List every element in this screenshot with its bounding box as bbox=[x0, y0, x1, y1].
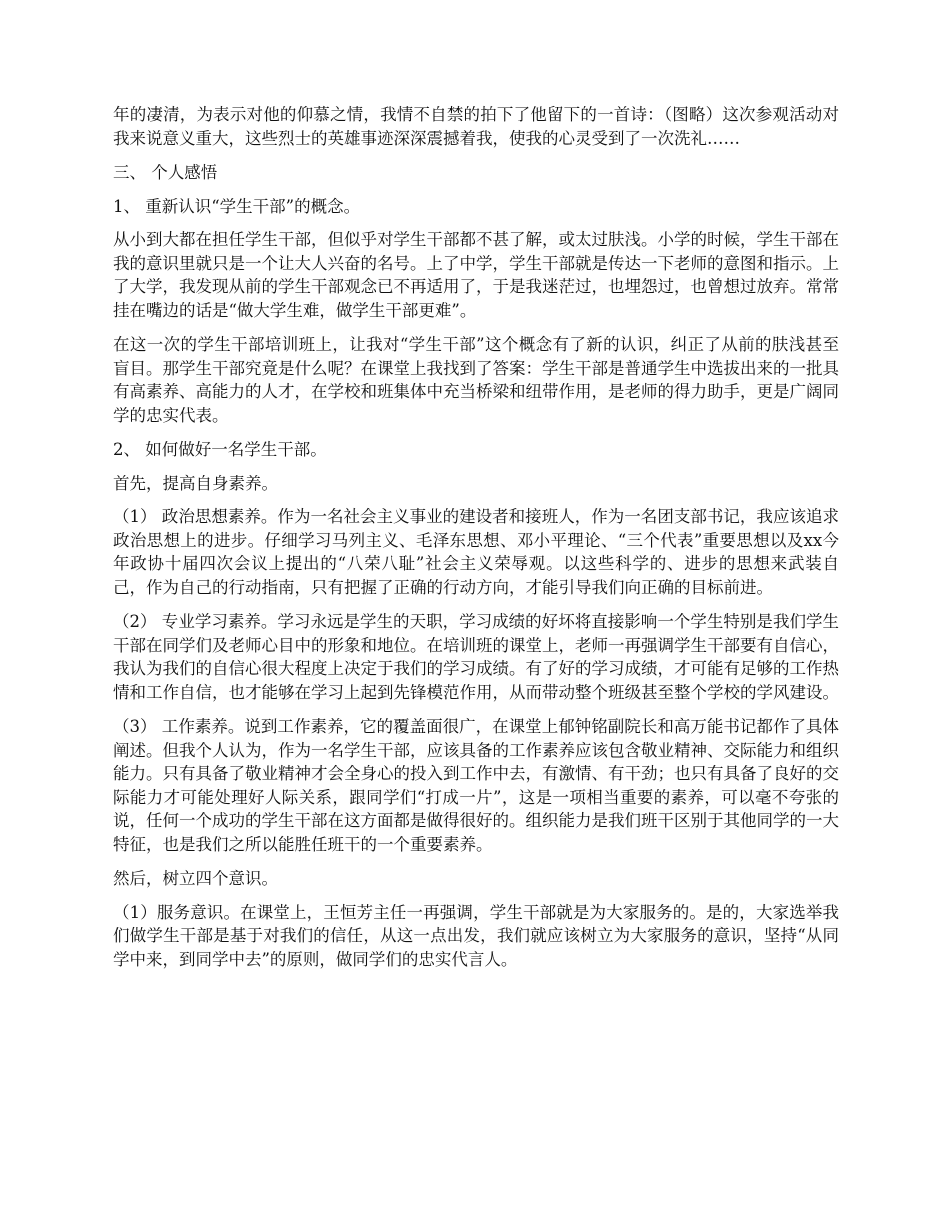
paragraph-work-quality: （3） 工作素养。说到工作素养，它的覆盖面很广，在课堂上郁钟铭副院长和高万能书记都作了具体阐述。但我个人认为，作为一名学生干部，应该具备的工作素养应该包含敬业精神、交际能力和组织能力。只有具备了敬业精神才会全身心的投入到工作中去，有激情、有干劲；也只有具备了良好的交际能力才可能处理好人际关系，跟同学们“打成一片”，这是一项相当重要的素养，可以毫不夸张的说，任何一个成功的学生干部在这方面都是做得很好的。组织能力是我们班干区别于其他同学的一大特征，也是我们之所以能胜任班干的一个重要素养。 bbox=[113, 717, 839, 854]
paragraph-continuation: 年的凄清，为表示对他的仰慕之情，我情不自禁的拍下了他留下的一首诗：（图略）这次参观活动对我来说意义重大，这些烈士的英雄事迹深深震撼着我，使我的心灵受到了一次洗礼…… bbox=[113, 105, 839, 148]
paragraph-past-understanding: 从小到大都在担任学生干部，但似乎对学生干部都不甚了解，或太过肤浅。小学的时候，学生干部在我的意识里就只是一个让大人兴奋的名号。上了中学，学生干部就是传达一下老师的意图和指示。上了大学，我发现从前的学生干部观念已不再适用了，于是我迷茫过，也埋怨过，也曾想过放弃。常常挂在嘴边的话是“做大学生难，做学生干部更难”。 bbox=[113, 230, 839, 320]
paragraph-new-understanding: 在这一次的学生干部培训班上，让我对“学生干部”这个概念有了新的认识，纠正了从前的肤浅甚至盲目。那学生干部究竟是什么呢？在课堂上我找到了答案：学生干部是普通学生中选拔出来的一批具有高素养、高能力的人才，在学校和班集体中充当桥梁和纽带作用，是老师的得力助手，更是广阔同学的忠实代表。 bbox=[113, 335, 839, 425]
paragraph-service-awareness: （1）服务意识。在课堂上，王恒芳主任一再强调，学生干部就是为大家服务的。是的，大家选举我们做学生干部是基于对我们的信任，从这一点出发，我们就应该树立为大家服务的意识，坚持“从同学中来，到同学中去”的原则，做同学们的忠实代言人。 bbox=[113, 902, 839, 969]
paragraph-political-quality: （1） 政治思想素养。作为一名社会主义事业的建设者和接班人，作为一名团支部书记，我应该追求政治思想上的进步。仔细学习马列主义、毛泽东思想、邓小平理论、“三个代表”重要思想以及xx今年政协十届四次会议上提出的“八荣八耻”社会主义荣辱观。以这些科学的、进步的思想来武装自己，作为自己的行动指南，只有把握了正确的行动方向，才能引导我们向正确的目标前进。 bbox=[113, 507, 839, 597]
section-heading-personal-insights: 三、 个人感悟 bbox=[113, 163, 218, 182]
subheading-student-cadre-concept: 1、 重新认识“学生干部”的概念。 bbox=[113, 196, 361, 216]
paragraph-then-four-awareness: 然后，树立四个意识。 bbox=[113, 869, 278, 888]
subheading-how-to-be-cadre: 2、 如何做好一名学生干部。 bbox=[113, 440, 327, 459]
paragraph-study-quality: （2） 专业学习素养。学习永远是学生的天职，学习成绩的好坏将直接影响一个学生特别是我们学生干部在同学们及老师心目中的形象和地位。在培训班的课堂上，老师一再强调学生干部要有自信心，我认为我们的自信心很大程度上决定于我们的学习成绩。有了好的学习成绩，才可能有足够的工作热情和工作自信，也才能够在学习上起到先锋模范作用，从而带动整个班级甚至整个学校的学风建设。 bbox=[113, 612, 839, 702]
paragraph-first-improve-quality: 首先，提高自身素养。 bbox=[113, 473, 278, 493]
document-body bbox=[113, 103, 839, 982]
